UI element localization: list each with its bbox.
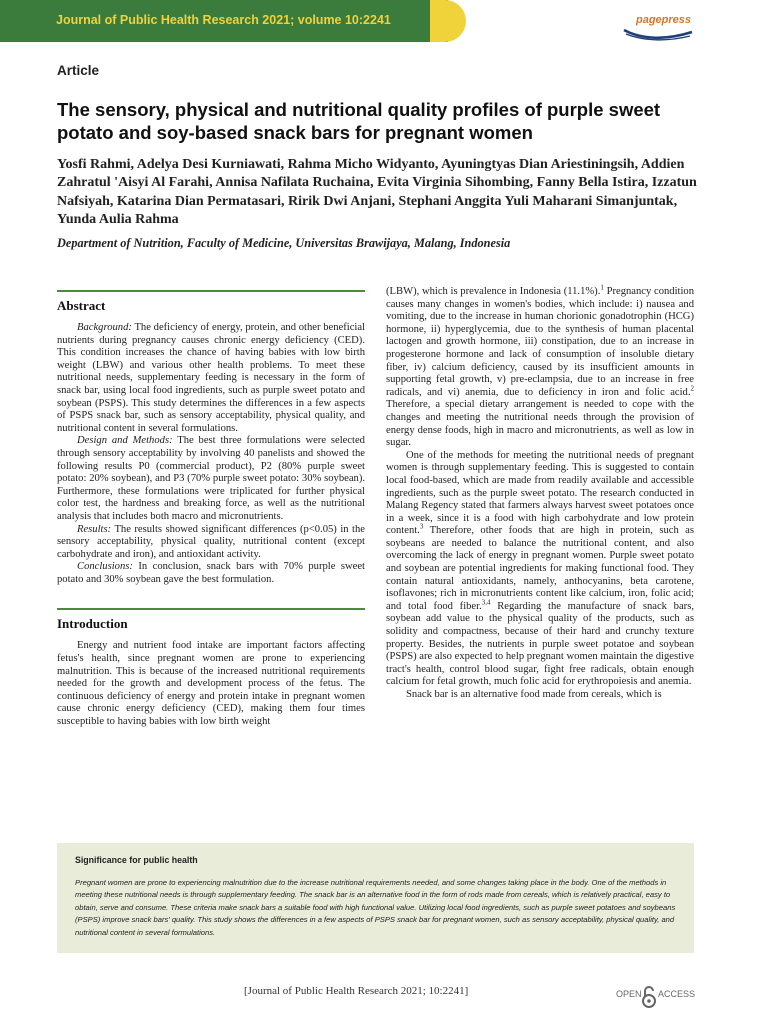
introduction-heading: Introduction <box>57 616 128 632</box>
oa-open-label: OPEN <box>616 989 642 999</box>
author-list: Yosfi Rahmi, Adelya Desi Kurniawati, Rahma Micho Widyanto, Ayuningtyas Dian Ariestiningsih, Addien Zahratul 'Aisyi Al Farahi, Annisa Nafilata Ruchaina, Evita Virginia Sihombing, Fanny Bella Istira, Izzatun Nafsiyah, Katarina Dian Permatasari, Ririk Dwi Anjani, Stephani Anggita Yuli Maharani Simanjuntak, Yunda Aulia Rahma <box>57 157 697 228</box>
left-column <box>57 290 365 729</box>
swoosh-icon <box>622 22 694 42</box>
article-title: The sensory, physical and nutritional quality profiles of purple sweet potato and soy-based snack bars for pregnant women <box>57 99 661 143</box>
text-run: Pregnancy condition causes many changes in women's bodies, which include: i) nausea and vomiting, due to the increase in human chorionic gonadotrophin (HCG) hormone, ii) hyperglycemia, due to the synthesis of human placental lactogen and growth hormone, iii) constipation, due to an increase in progesterone hormone and lack of consumption of insoluble dietary fiber, iv) calcium deficiency, caused by its insufficient amounts in supporting fetal growth, v) pre-eclampsia, due to an increase in free radicals, and vi) anemia, due to deficiency in iron and folic acid. <box>386 286 695 398</box>
reference-marker: 1 <box>600 283 604 292</box>
introduction-paragraph: Energy and nutrient food intake are important factors affecting fetus's health, since pregnant women are prone to experiencing malnutrition. This is because of the increased nutritional requirements needed for the growth and development process of the fetus. The continuous deficiency of energy and protein intake in pregnant women cause chronic energy deficiency (CED), making them four times susceptible to having babies with low birth weight <box>57 640 365 728</box>
text-run: Therefore, other foods that are high in protein, such as soybeans are needed to balance the nutritional content, and also overcoming the lack of energy in pregnant women. Purple sweet potato and soybean are potential ingredients for making functional food. They contain natural antioxidants, namely, anthocyanins, beta carotene, isoflavones; rich in micronutrients content like calcium, iron, folic acid; and total food fiber. <box>386 525 694 612</box>
abstract-conclusions <box>57 561 365 586</box>
affiliation: Department of Nutrition, Faculty of Medicine, Universitas Brawijaya, Malang, Indonesia <box>57 236 511 250</box>
reference-marker: 3 <box>419 522 424 531</box>
significance-text: Pregnant women are prone to experiencing malnutrition due to the increase nutritional requirements needed, and some changes taking place in the body. One of the methods in meeting these nutritional needs is through supplementary feeding. The snack bar is an alternative food in the form of rods made from cereals, which is relatively practical, easy to obtain, serve and consume. These criteria make snack bars a suitable food with high functional value. Utilizing local food ingredients, such as purple sweet potatoes and soybeans (PSPS) improve snack bars' quality. This study shows the differences in a few aspects of PSPS snack bar for pregnant women, such as sensory acceptability, physical quality, and nutritional content in several formulations. <box>75 878 676 937</box>
reference-marker: 2 <box>690 384 694 393</box>
results-text: The results showed significant differences (p<0.05) in the sensory acceptability, physical quality, nutritional content (except carbohydrate and iron), and antioxidant activity. <box>57 523 365 560</box>
section-rule <box>57 608 365 610</box>
journal-line: Journal of Public Health Research 2021; volume 10:2241 <box>56 13 391 27</box>
text-run: (LBW), which is prevalence in Indonesia (11.1%). <box>386 286 601 297</box>
conclusions-label: Conclusions: <box>77 561 133 573</box>
journal-header-band <box>0 0 448 42</box>
text-run: Regarding the manufacture of snack bars, soybean add value to the physical quality of the products, such as solidity and compactness, because of their hard and crunchy texture property. Besides, the nutrients in purple sweet potatoe and soybean (PSPS) are also expected to help pregnant women maintain the digestive tract's health, control blood sugar, fight free radicals, obtain enough calcium for fetal growth, much folic acid for erythropoiesis and anemia. <box>386 600 694 688</box>
pagepress-logo <box>622 14 702 42</box>
open-access-logo <box>616 984 698 1012</box>
conclusions-text: In conclusion, snack bars with 70% purple sweet potato and 30% soybean gave the best formulation. <box>57 561 365 585</box>
methods-text: The best three formulations were selected through sensory acceptability by involving 40 panelists and showed the following results P0 (commercial product), P2 (80% purple sweet potato: 20% soybean), and P3 (70% purple sweet potato: 30% soybean). Furthermore, these formulations were triplicated for further physical color test, the hardness and breaking force, as well as the nutritional analysis that includes both macro and micronutrients. <box>57 435 365 522</box>
section-rule <box>57 290 365 292</box>
text-run: One of the methods for meeting the nutritional needs of pregnant women is through supplementary feeding. This is suggested to contain local food-based, which are made from readily available and accessible ingredients, such as the purple sweet potato. The research conducted in Malang Regency stated that farmers always harvest sweet potatoes once in a week, since it is a food with high carbohydrate and low protein content. <box>386 449 694 537</box>
abstract-heading: Abstract <box>57 298 106 313</box>
significance-box <box>57 843 694 953</box>
methods-label: Design and Methods: <box>77 435 173 447</box>
abstract-background <box>57 322 365 435</box>
results-label: Results: <box>77 523 112 535</box>
right-column <box>386 283 695 702</box>
abstract-methods <box>57 435 365 523</box>
reference-marker: 3,4 <box>481 598 491 607</box>
oa-access-label: ACCESS <box>658 989 696 999</box>
text-run: Therefore, a special dietary arrangement is needed to cope with the changes and meeting the nutritional needs through the provision of energy dense foods, high in macro and micronutrients, as well as low in sugar. <box>386 399 694 449</box>
background-label: Background: <box>77 322 132 333</box>
publisher-logo-text: pagepress <box>636 14 692 26</box>
article-type: Article <box>57 63 100 78</box>
abstract-results <box>57 524 365 562</box>
body-paragraph: Snack bar is an alternative food made from cereals, which is <box>406 689 662 700</box>
header-accent-tab <box>430 0 466 42</box>
footer-citation: [Journal of Public Health Research 2021; 10:2241] <box>244 985 469 997</box>
open-lock-icon <box>641 984 657 1010</box>
body-paragraph <box>386 283 695 450</box>
background-text: The deficiency of energy, protein, and other beneficial nutrients during pregnancy causes chronic energy deficiency (CED). This condition increases the chance of having babies with low birth weight (LBW) and various other health problems. To meet these nutritional needs, supplementary feeding is necessary in the form of snack bar, using local food ingredients, such as purple sweet potato and soybean (PSPS). This study determines the differences in a few aspects of PSPS snack bar, such as sensory acceptability, physical quality, and nutritional content in several formulations. <box>57 322 365 434</box>
body-paragraph <box>386 450 694 689</box>
significance-title: Significance for public health <box>75 855 198 865</box>
